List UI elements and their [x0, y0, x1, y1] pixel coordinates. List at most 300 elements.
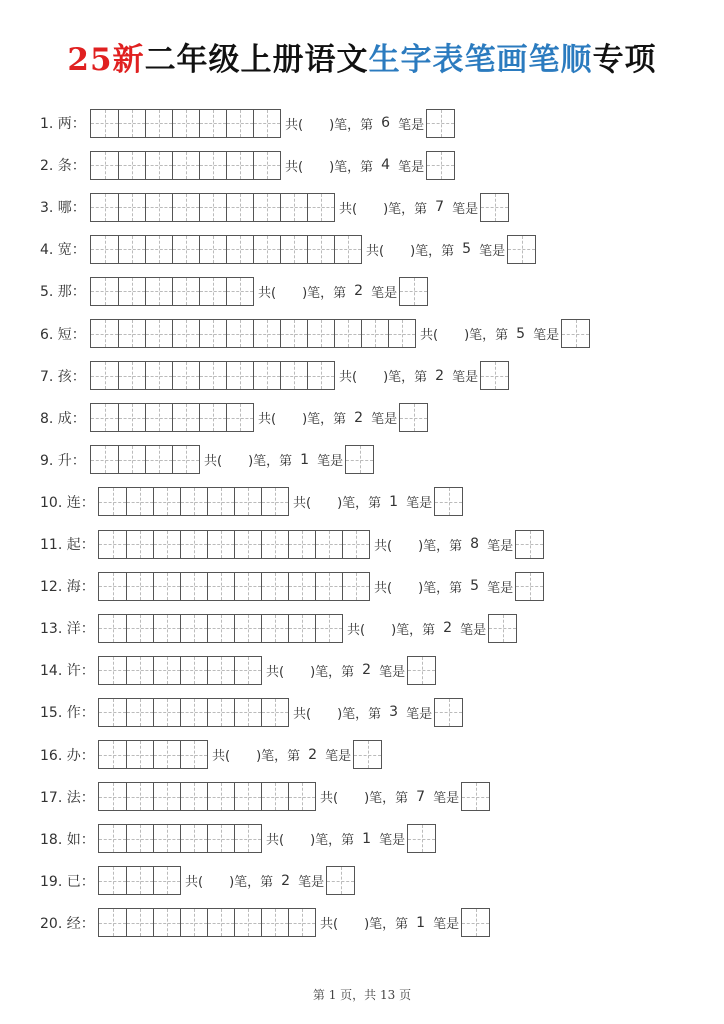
writing-cell[interactable] [153, 909, 180, 936]
writing-cell[interactable] [118, 446, 145, 473]
writing-cell[interactable] [199, 320, 226, 347]
writing-cell[interactable] [180, 657, 207, 684]
answer-box[interactable] [461, 782, 490, 811]
stroke-number: 2 [435, 367, 445, 384]
writing-cell[interactable] [207, 615, 234, 642]
answer-box[interactable] [480, 193, 509, 222]
writing-cell[interactable] [99, 783, 126, 810]
stroke-number: 1 [389, 493, 399, 510]
answer-box[interactable] [480, 361, 509, 390]
total-suffix: )笔，第 [418, 580, 463, 596]
writing-cell[interactable] [180, 531, 207, 558]
stroke-order-grid [98, 908, 316, 937]
stroke-order-grid [98, 572, 370, 601]
writing-cell[interactable] [207, 531, 234, 558]
total-prefix: 共( [320, 917, 339, 933]
stroke-order-grid [90, 109, 281, 138]
writing-cell[interactable] [180, 573, 207, 600]
writing-cell[interactable] [199, 152, 226, 179]
writing-cell[interactable] [388, 320, 415, 347]
total-prefix: 共( [293, 706, 312, 722]
total-suffix: )笔，第 [310, 664, 355, 680]
total-suffix: )笔，第 [310, 833, 355, 849]
question-row [40, 319, 590, 349]
stroke-number: 6 [381, 115, 391, 131]
answer-box[interactable] [407, 824, 436, 853]
writing-cell[interactable] [288, 909, 315, 936]
question-row [40, 824, 436, 854]
stroke-number: 2 [354, 283, 364, 300]
writing-cell[interactable] [99, 488, 126, 515]
stroke-number: 2 [354, 409, 364, 426]
writing-cell[interactable] [145, 194, 172, 221]
total-prefix: 共( [258, 285, 277, 301]
total-prefix: 共( [420, 328, 439, 343]
writing-cell[interactable] [315, 615, 342, 642]
writing-cell[interactable] [126, 909, 153, 936]
writing-cell[interactable] [199, 194, 226, 221]
writing-cell[interactable] [118, 152, 145, 179]
writing-cell[interactable] [118, 278, 145, 305]
total-prefix: 共( [374, 580, 393, 596]
writing-cell[interactable] [180, 909, 207, 936]
stroke-question [285, 156, 424, 175]
writing-cell[interactable] [199, 278, 226, 305]
answer-box[interactable] [353, 740, 382, 769]
stroke-number: 8 [470, 536, 480, 552]
character-label: 14. 许： [40, 663, 95, 680]
writing-cell[interactable] [315, 573, 342, 600]
writing-cell[interactable] [99, 825, 126, 852]
title-suffix: 专项 [592, 42, 657, 78]
stroke-suffix: 笔是 [379, 833, 406, 849]
answer-box[interactable] [426, 109, 455, 138]
stroke-question [185, 871, 324, 890]
writing-cell[interactable] [118, 404, 145, 431]
writing-cell[interactable] [261, 783, 288, 810]
writing-cell[interactable] [99, 531, 126, 558]
writing-cell[interactable] [180, 699, 207, 726]
answer-box[interactable] [345, 445, 374, 474]
stroke-number: 2 [362, 662, 372, 679]
writing-cell[interactable] [207, 909, 234, 936]
stroke-suffix: 笔是 [433, 917, 460, 933]
writing-cell[interactable] [226, 194, 253, 221]
writing-cell[interactable] [234, 657, 261, 684]
writing-cell[interactable] [234, 615, 261, 642]
total-suffix: )笔，第 [337, 496, 382, 512]
total-suffix: )笔，第 [302, 285, 347, 301]
writing-cell[interactable] [145, 152, 172, 179]
total-suffix: )笔，第 [391, 622, 436, 638]
question-row [40, 697, 463, 727]
writing-cell[interactable] [118, 194, 145, 221]
stroke-order-grid [98, 740, 208, 769]
writing-cell[interactable] [288, 531, 315, 558]
stroke-order-grid [90, 445, 200, 474]
answer-box[interactable] [426, 151, 455, 180]
writing-cell[interactable] [145, 320, 172, 347]
writing-cell[interactable] [145, 236, 172, 263]
stroke-number: 7 [416, 788, 426, 805]
writing-cell[interactable] [126, 825, 153, 852]
question-row [40, 613, 517, 643]
stroke-number: 2 [281, 872, 291, 889]
writing-cell[interactable] [315, 531, 342, 558]
writing-cell[interactable] [361, 320, 388, 347]
page-footer: 第 1 页，共 13 页 [312, 988, 412, 1002]
writing-cell[interactable] [234, 909, 261, 936]
writing-cell[interactable] [280, 362, 307, 389]
stroke-suffix: 笔是 [325, 749, 352, 764]
writing-cell[interactable] [172, 404, 199, 431]
writing-cell[interactable] [261, 531, 288, 558]
question-row [40, 487, 463, 517]
writing-cell[interactable] [153, 741, 180, 768]
total-prefix: 共( [320, 791, 339, 807]
stroke-order-grid [98, 698, 289, 727]
stroke-number: 2 [308, 746, 318, 763]
writing-cell[interactable] [172, 152, 199, 179]
stroke-number: 1 [362, 830, 372, 847]
writing-cell[interactable] [253, 362, 280, 389]
stroke-order-grid [90, 193, 335, 222]
writing-cell[interactable] [280, 236, 307, 263]
stroke-question [204, 450, 343, 469]
stroke-order-grid [98, 866, 181, 895]
writing-cell[interactable] [99, 615, 126, 642]
stroke-suffix: 笔是 [460, 622, 487, 638]
writing-cell[interactable] [126, 488, 153, 515]
total-prefix: 共( [347, 622, 366, 638]
writing-cell[interactable] [334, 236, 361, 263]
writing-cell[interactable] [180, 741, 207, 768]
stroke-suffix: 笔是 [433, 791, 460, 807]
writing-cell[interactable] [261, 488, 288, 515]
stroke-number: 2 [443, 620, 453, 637]
answer-box[interactable] [434, 487, 463, 516]
writing-cell[interactable] [180, 488, 207, 515]
answer-box[interactable] [561, 319, 590, 348]
writing-cell[interactable] [234, 573, 261, 600]
character-label: 5. 那： [40, 284, 86, 301]
stroke-suffix: 笔是 [371, 285, 398, 301]
writing-cell[interactable] [280, 194, 307, 221]
character-label: 13. 洋： [40, 621, 95, 638]
writing-cell[interactable] [180, 825, 207, 852]
stroke-order-grid [98, 614, 343, 643]
total-suffix: )笔，第 [302, 412, 347, 428]
question-row [40, 150, 455, 180]
writing-cell[interactable] [145, 404, 172, 431]
stroke-number: 1 [300, 451, 310, 468]
writing-cell[interactable] [91, 278, 118, 305]
writing-cell[interactable] [118, 110, 145, 137]
stroke-suffix: 笔是 [487, 580, 514, 596]
writing-cell[interactable] [153, 573, 180, 600]
stroke-order-grid [90, 277, 254, 306]
stroke-order-grid [98, 824, 262, 853]
writing-cell[interactable] [126, 657, 153, 684]
character-label: 20. 经： [40, 915, 95, 932]
question-row [40, 529, 544, 559]
question-row [40, 108, 455, 138]
character-label: 19. 已： [40, 873, 95, 890]
writing-cell[interactable] [199, 404, 226, 431]
total-prefix: 共( [366, 243, 385, 259]
total-suffix: )笔，第 [256, 749, 301, 764]
writing-cell[interactable] [226, 110, 253, 137]
stroke-question [374, 577, 513, 596]
writing-cell[interactable] [153, 783, 180, 810]
writing-cell[interactable] [253, 320, 280, 347]
writing-cell[interactable] [307, 362, 334, 389]
title-grade: 二年级上册语文 [144, 42, 369, 78]
character-label: 12. 海： [40, 579, 95, 596]
writing-cell[interactable] [172, 320, 199, 347]
writing-cell[interactable] [342, 531, 369, 558]
character-label: 3. 哪： [40, 200, 86, 217]
total-suffix: )笔，第 [364, 917, 409, 933]
writing-cell[interactable] [153, 699, 180, 726]
writing-cell[interactable] [118, 236, 145, 263]
stroke-suffix: 笔是 [317, 454, 344, 470]
writing-cell[interactable] [172, 446, 199, 473]
writing-cell[interactable] [307, 194, 334, 221]
writing-cell[interactable] [253, 194, 280, 221]
question-row [40, 234, 536, 264]
stroke-number: 5 [516, 325, 526, 342]
writing-cell[interactable] [99, 867, 126, 894]
total-prefix: 共( [185, 875, 204, 891]
writing-cell[interactable] [126, 783, 153, 810]
stroke-suffix: 笔是 [452, 201, 479, 217]
writing-cell[interactable] [234, 531, 261, 558]
writing-cell[interactable] [261, 615, 288, 642]
answer-box[interactable] [515, 572, 544, 601]
writing-cell[interactable] [234, 699, 261, 726]
writing-cell[interactable] [288, 573, 315, 600]
question-row [40, 655, 436, 685]
writing-cell[interactable] [172, 236, 199, 263]
question-row [40, 740, 382, 770]
question-row [40, 445, 374, 475]
writing-cell[interactable] [207, 657, 234, 684]
writing-cell[interactable] [307, 320, 334, 347]
total-suffix: )笔，第 [364, 791, 409, 807]
writing-cell[interactable] [91, 404, 118, 431]
stroke-question [258, 408, 397, 427]
character-label: 8. 成： [40, 410, 86, 427]
question-row [40, 361, 509, 391]
writing-cell[interactable] [199, 236, 226, 263]
writing-cell[interactable] [207, 699, 234, 726]
character-label: 18. 如： [40, 831, 95, 848]
writing-cell[interactable] [226, 236, 253, 263]
total-prefix: 共( [266, 833, 285, 849]
writing-cell[interactable] [253, 236, 280, 263]
total-suffix: )笔，第 [248, 454, 293, 470]
writing-cell[interactable] [145, 446, 172, 473]
writing-cell[interactable] [180, 615, 207, 642]
writing-cell[interactable] [126, 741, 153, 768]
stroke-suffix: 笔是 [371, 412, 398, 428]
character-label: 16. 办： [40, 747, 95, 764]
total-prefix: 共( [204, 454, 223, 470]
writing-cell[interactable] [253, 152, 280, 179]
writing-cell[interactable] [99, 741, 126, 768]
writing-cell[interactable] [207, 573, 234, 600]
writing-cell[interactable] [91, 152, 118, 179]
writing-cell[interactable] [118, 362, 145, 389]
total-suffix: )笔，第 [329, 117, 374, 133]
writing-cell[interactable] [261, 699, 288, 726]
total-suffix: )笔，第 [383, 201, 428, 217]
writing-cell[interactable] [99, 573, 126, 600]
writing-cell[interactable] [99, 657, 126, 684]
writing-cell[interactable] [91, 194, 118, 221]
stroke-question [320, 787, 459, 806]
writing-cell[interactable] [226, 404, 253, 431]
character-label: 10. 连： [40, 494, 95, 511]
stroke-question [212, 745, 351, 764]
stroke-order-grid [90, 235, 362, 264]
character-label: 2. 条： [40, 158, 86, 175]
stroke-number: 1 [416, 914, 426, 931]
writing-cell[interactable] [172, 194, 199, 221]
total-suffix: )笔，第 [410, 243, 455, 259]
writing-cell[interactable] [153, 615, 180, 642]
writing-cell[interactable] [91, 320, 118, 347]
writing-cell[interactable] [126, 867, 153, 894]
answer-box[interactable] [407, 656, 436, 685]
question-row [40, 866, 355, 896]
writing-cell[interactable] [180, 783, 207, 810]
total-prefix: 共( [258, 412, 277, 428]
question-row [40, 908, 490, 938]
answer-box[interactable] [399, 277, 428, 306]
stroke-question [293, 703, 432, 722]
writing-cell[interactable] [91, 362, 118, 389]
page-title [0, 34, 724, 79]
writing-cell[interactable] [153, 531, 180, 558]
writing-cell[interactable] [145, 278, 172, 305]
character-label: 6. 短： [40, 326, 86, 343]
stroke-question [320, 913, 459, 932]
answer-box[interactable] [326, 866, 355, 895]
stroke-suffix: 笔是 [298, 875, 325, 891]
writing-cell[interactable] [199, 110, 226, 137]
stroke-suffix: 笔是 [479, 243, 506, 259]
writing-cell[interactable] [145, 110, 172, 137]
character-label: 17. 法： [40, 789, 95, 806]
writing-cell[interactable] [126, 531, 153, 558]
stroke-suffix: 笔是 [406, 706, 433, 722]
answer-box[interactable] [461, 908, 490, 937]
stroke-question [293, 492, 432, 511]
title-topic: 生字表笔画笔顺 [368, 42, 593, 78]
writing-cell[interactable] [172, 110, 199, 137]
writing-cell[interactable] [91, 110, 118, 137]
total-suffix: )笔，第 [418, 538, 463, 554]
total-prefix: 共( [285, 117, 304, 133]
writing-cell[interactable] [126, 573, 153, 600]
writing-cell[interactable] [226, 278, 253, 305]
writing-cell[interactable] [153, 657, 180, 684]
writing-cell[interactable] [234, 783, 261, 810]
total-suffix: )笔，第 [229, 875, 274, 891]
stroke-suffix: 笔是 [379, 664, 406, 680]
writing-cell[interactable] [153, 825, 180, 852]
stroke-question [366, 240, 505, 259]
writing-cell[interactable] [342, 573, 369, 600]
stroke-order-grid [98, 487, 289, 516]
stroke-number: 7 [435, 199, 445, 216]
stroke-order-grid [90, 403, 254, 432]
writing-cell[interactable] [172, 278, 199, 305]
writing-cell[interactable] [199, 362, 226, 389]
writing-cell[interactable] [226, 320, 253, 347]
writing-cell[interactable] [207, 488, 234, 515]
writing-cell[interactable] [234, 488, 261, 515]
question-row [40, 571, 544, 601]
answer-box[interactable] [507, 235, 536, 264]
writing-cell[interactable] [99, 699, 126, 726]
writing-cell[interactable] [253, 110, 280, 137]
answer-box[interactable] [434, 698, 463, 727]
writing-cell[interactable] [207, 783, 234, 810]
writing-cell[interactable] [172, 362, 199, 389]
stroke-suffix: 笔是 [406, 496, 433, 512]
writing-cell[interactable] [153, 867, 180, 894]
answer-box[interactable] [515, 530, 544, 559]
writing-cell[interactable] [207, 825, 234, 852]
writing-cell[interactable] [99, 909, 126, 936]
writing-cell[interactable] [126, 699, 153, 726]
writing-cell[interactable] [226, 362, 253, 389]
stroke-question [285, 114, 424, 133]
writing-cell[interactable] [145, 362, 172, 389]
writing-cell[interactable] [280, 320, 307, 347]
writing-cell[interactable] [307, 236, 334, 263]
writing-cell[interactable] [126, 615, 153, 642]
answer-box[interactable] [488, 614, 517, 643]
stroke-question [339, 198, 478, 217]
writing-cell[interactable] [91, 236, 118, 263]
stroke-order-grid [90, 151, 281, 180]
stroke-suffix: 笔是 [398, 117, 425, 133]
writing-cell[interactable] [334, 320, 361, 347]
character-label: 11. 起： [40, 537, 95, 553]
question-row [40, 403, 428, 433]
writing-cell[interactable] [288, 783, 315, 810]
stroke-question [258, 282, 397, 301]
writing-cell[interactable] [261, 909, 288, 936]
stroke-suffix: 笔是 [452, 370, 479, 386]
total-prefix: 共( [212, 749, 231, 764]
writing-cell[interactable] [288, 615, 315, 642]
writing-cell[interactable] [226, 152, 253, 179]
stroke-suffix: 笔是 [533, 328, 560, 343]
writing-cell[interactable] [118, 320, 145, 347]
writing-cell[interactable] [234, 825, 261, 852]
stroke-number: 3 [389, 704, 399, 721]
stroke-order-grid [98, 782, 316, 811]
writing-cell[interactable] [261, 573, 288, 600]
writing-cell[interactable] [153, 488, 180, 515]
answer-box[interactable] [399, 403, 428, 432]
writing-cell[interactable] [91, 446, 118, 473]
